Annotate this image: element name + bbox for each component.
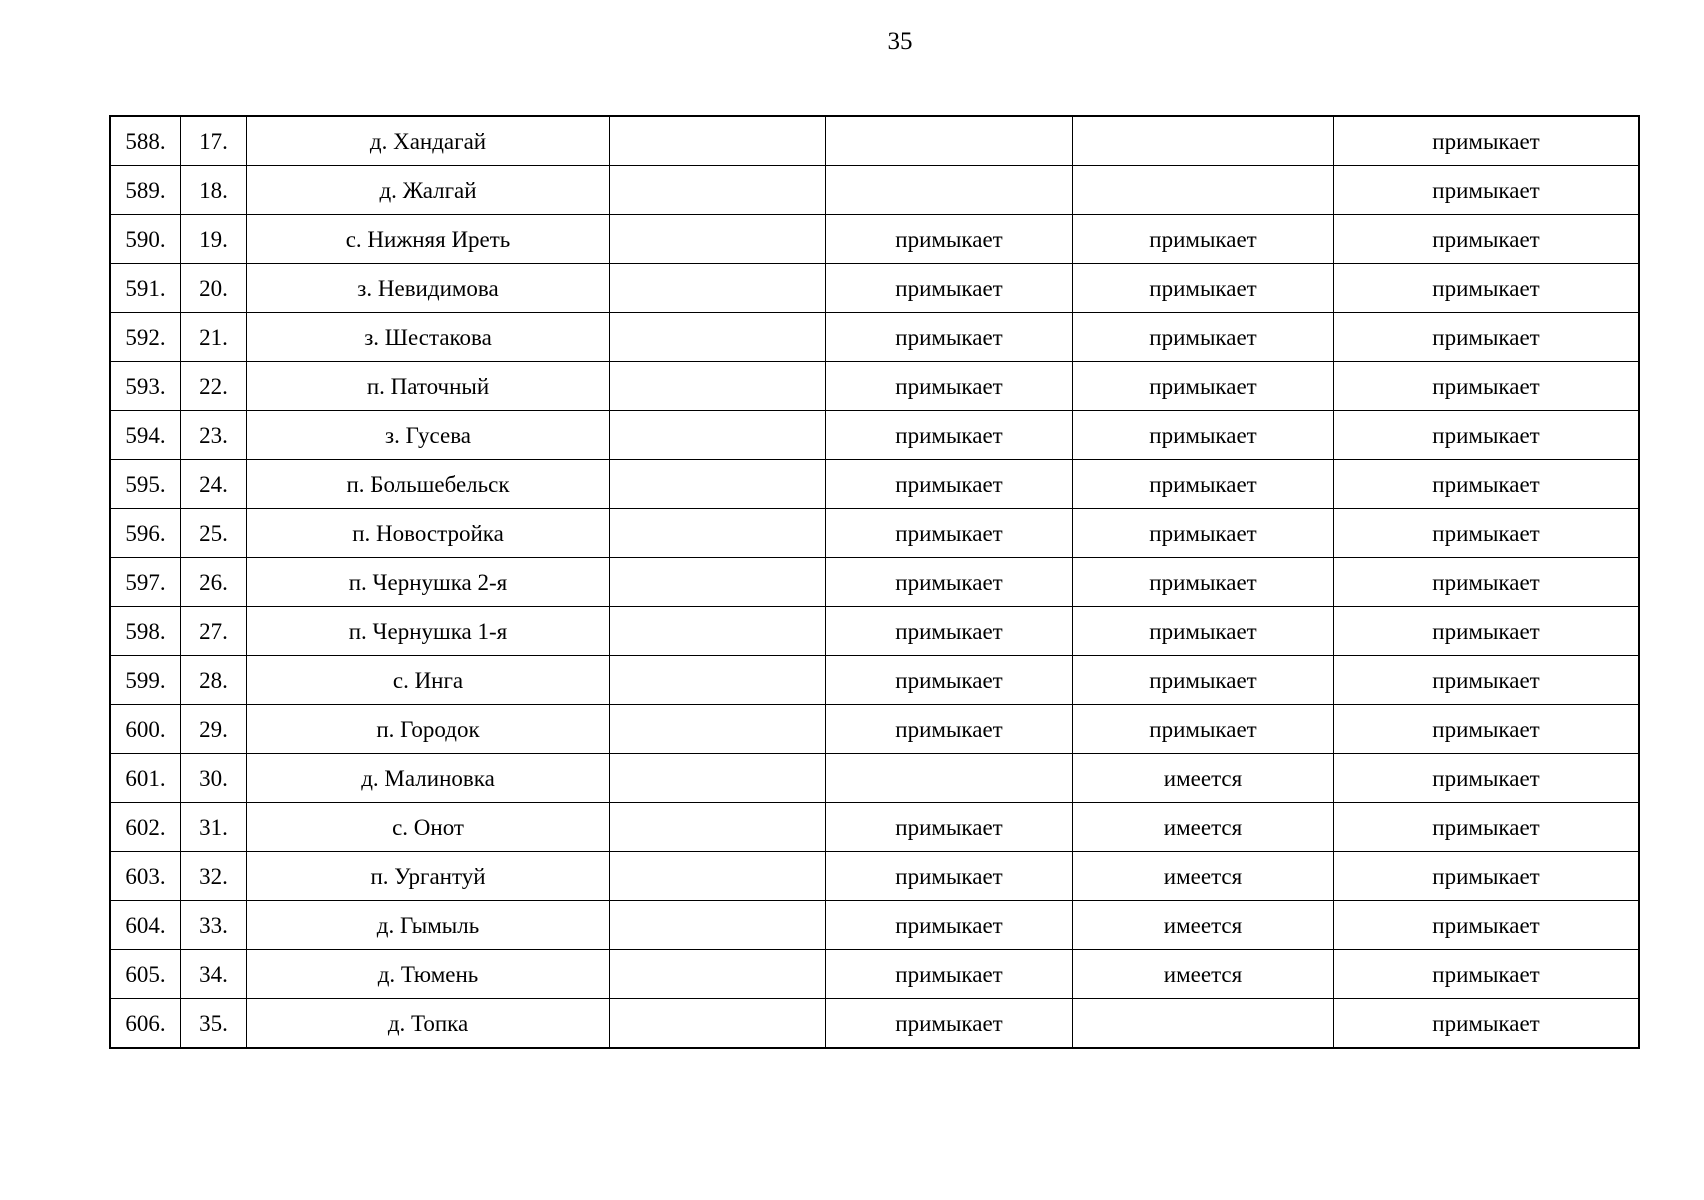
cell-column-7: примыкает — [1334, 558, 1640, 607]
cell-row-number: 603. — [110, 852, 181, 901]
cell-column-6 — [1073, 999, 1334, 1049]
settlements-table — [109, 115, 1640, 1049]
cell-settlement-name: д. Хандагай — [247, 116, 610, 166]
cell-column-6: примыкает — [1073, 264, 1334, 313]
cell-settlement-name: с. Нижняя Иреть — [247, 215, 610, 264]
cell-column-4 — [610, 460, 826, 509]
cell-row-number: 601. — [110, 754, 181, 803]
cell-sub-number: 34. — [181, 950, 247, 999]
cell-column-5: примыкает — [826, 852, 1073, 901]
cell-settlement-name: п. Ургантуй — [247, 852, 610, 901]
cell-column-4 — [610, 362, 826, 411]
cell-column-4 — [610, 264, 826, 313]
table-row — [110, 901, 1639, 950]
cell-column-7: примыкает — [1334, 852, 1640, 901]
cell-column-6: примыкает — [1073, 656, 1334, 705]
cell-column-7: примыкает — [1334, 264, 1640, 313]
cell-settlement-name: з. Гусева — [247, 411, 610, 460]
cell-sub-number: 24. — [181, 460, 247, 509]
cell-column-6: примыкает — [1073, 411, 1334, 460]
cell-column-5: примыкает — [826, 215, 1073, 264]
table-row — [110, 460, 1639, 509]
cell-settlement-name: д. Гымыль — [247, 901, 610, 950]
table-row — [110, 558, 1639, 607]
cell-column-5: примыкает — [826, 558, 1073, 607]
cell-column-7: примыкает — [1334, 215, 1640, 264]
cell-sub-number: 28. — [181, 656, 247, 705]
cell-column-5: примыкает — [826, 950, 1073, 999]
cell-column-5 — [826, 754, 1073, 803]
cell-column-6: примыкает — [1073, 362, 1334, 411]
cell-column-7: примыкает — [1334, 166, 1640, 215]
cell-sub-number: 20. — [181, 264, 247, 313]
cell-sub-number: 18. — [181, 166, 247, 215]
cell-settlement-name: д. Малиновка — [247, 754, 610, 803]
table-row — [110, 166, 1639, 215]
cell-settlement-name: п. Паточный — [247, 362, 610, 411]
table-row — [110, 754, 1639, 803]
table-row — [110, 852, 1639, 901]
cell-sub-number: 35. — [181, 999, 247, 1049]
cell-column-4 — [610, 754, 826, 803]
cell-row-number: 594. — [110, 411, 181, 460]
cell-column-4 — [610, 116, 826, 166]
cell-column-4 — [610, 215, 826, 264]
cell-column-7: примыкает — [1334, 460, 1640, 509]
cell-sub-number: 19. — [181, 215, 247, 264]
cell-column-5: примыкает — [826, 901, 1073, 950]
cell-sub-number: 31. — [181, 803, 247, 852]
cell-sub-number: 21. — [181, 313, 247, 362]
cell-column-6: примыкает — [1073, 460, 1334, 509]
cell-column-6: имеется — [1073, 852, 1334, 901]
cell-sub-number: 25. — [181, 509, 247, 558]
cell-settlement-name: с. Инга — [247, 656, 610, 705]
table-row — [110, 656, 1639, 705]
cell-column-6: имеется — [1073, 901, 1334, 950]
cell-settlement-name: д. Тюмень — [247, 950, 610, 999]
cell-settlement-name: д. Топка — [247, 999, 610, 1049]
cell-column-7: примыкает — [1334, 901, 1640, 950]
table-row — [110, 803, 1639, 852]
cell-settlement-name: с. Онот — [247, 803, 610, 852]
cell-column-4 — [610, 166, 826, 215]
cell-column-6: примыкает — [1073, 607, 1334, 656]
cell-column-6: имеется — [1073, 803, 1334, 852]
cell-column-4 — [610, 313, 826, 362]
cell-row-number: 588. — [110, 116, 181, 166]
cell-sub-number: 29. — [181, 705, 247, 754]
cell-row-number: 595. — [110, 460, 181, 509]
table-row — [110, 607, 1639, 656]
cell-sub-number: 17. — [181, 116, 247, 166]
table-body — [110, 116, 1639, 1048]
cell-column-4 — [610, 852, 826, 901]
cell-column-6: имеется — [1073, 754, 1334, 803]
cell-column-4 — [610, 803, 826, 852]
table-row — [110, 362, 1639, 411]
cell-sub-number: 32. — [181, 852, 247, 901]
cell-sub-number: 22. — [181, 362, 247, 411]
cell-row-number: 590. — [110, 215, 181, 264]
cell-column-5: примыкает — [826, 803, 1073, 852]
cell-row-number: 592. — [110, 313, 181, 362]
table-row — [110, 411, 1639, 460]
cell-settlement-name: п. Чернушка 1-я — [247, 607, 610, 656]
cell-column-6: примыкает — [1073, 313, 1334, 362]
cell-row-number: 596. — [110, 509, 181, 558]
cell-column-5: примыкает — [826, 607, 1073, 656]
cell-column-5: примыкает — [826, 656, 1073, 705]
cell-column-5 — [826, 116, 1073, 166]
cell-column-4 — [610, 509, 826, 558]
cell-column-6: примыкает — [1073, 509, 1334, 558]
cell-column-6: имеется — [1073, 950, 1334, 999]
cell-row-number: 589. — [110, 166, 181, 215]
cell-settlement-name: п. Городок — [247, 705, 610, 754]
cell-column-4 — [610, 950, 826, 999]
cell-column-4 — [610, 656, 826, 705]
cell-column-7: примыкает — [1334, 411, 1640, 460]
cell-row-number: 591. — [110, 264, 181, 313]
cell-column-7: примыкает — [1334, 705, 1640, 754]
cell-column-6 — [1073, 116, 1334, 166]
cell-column-6 — [1073, 166, 1334, 215]
cell-column-4 — [610, 411, 826, 460]
cell-sub-number: 33. — [181, 901, 247, 950]
cell-column-7: примыкает — [1334, 950, 1640, 999]
table-row — [110, 705, 1639, 754]
cell-column-4 — [610, 558, 826, 607]
cell-settlement-name: п. Новостройка — [247, 509, 610, 558]
cell-column-7: примыкает — [1334, 999, 1640, 1049]
table-row — [110, 264, 1639, 313]
page-number: 35 — [887, 28, 913, 55]
cell-column-5: примыкает — [826, 264, 1073, 313]
cell-column-5: примыкает — [826, 460, 1073, 509]
table-row — [110, 215, 1639, 264]
cell-column-4 — [610, 705, 826, 754]
cell-row-number: 598. — [110, 607, 181, 656]
cell-row-number: 593. — [110, 362, 181, 411]
cell-row-number: 599. — [110, 656, 181, 705]
table-row — [110, 999, 1639, 1049]
cell-sub-number: 30. — [181, 754, 247, 803]
cell-sub-number: 26. — [181, 558, 247, 607]
cell-column-5 — [826, 166, 1073, 215]
cell-column-5: примыкает — [826, 313, 1073, 362]
cell-settlement-name: з. Шестакова — [247, 313, 610, 362]
table-row — [110, 509, 1639, 558]
cell-column-7: примыкает — [1334, 656, 1640, 705]
cell-settlement-name: п. Чернушка 2-я — [247, 558, 610, 607]
cell-column-4 — [610, 901, 826, 950]
table-row — [110, 313, 1639, 362]
cell-column-5: примыкает — [826, 362, 1073, 411]
cell-column-7: примыкает — [1334, 362, 1640, 411]
cell-row-number: 606. — [110, 999, 181, 1049]
cell-column-5: примыкает — [826, 411, 1073, 460]
cell-column-6: примыкает — [1073, 705, 1334, 754]
cell-column-7: примыкает — [1334, 509, 1640, 558]
cell-column-7: примыкает — [1334, 803, 1640, 852]
cell-sub-number: 27. — [181, 607, 247, 656]
table-row — [110, 950, 1639, 999]
cell-row-number: 604. — [110, 901, 181, 950]
cell-row-number: 602. — [110, 803, 181, 852]
cell-row-number: 597. — [110, 558, 181, 607]
cell-column-6: примыкает — [1073, 558, 1334, 607]
cell-column-7: примыкает — [1334, 607, 1640, 656]
cell-column-7: примыкает — [1334, 116, 1640, 166]
cell-settlement-name: д. Жалгай — [247, 166, 610, 215]
cell-column-4 — [610, 999, 826, 1049]
cell-column-5: примыкает — [826, 999, 1073, 1049]
cell-row-number: 605. — [110, 950, 181, 999]
cell-row-number: 600. — [110, 705, 181, 754]
cell-settlement-name: п. Большебельск — [247, 460, 610, 509]
cell-column-6: примыкает — [1073, 215, 1334, 264]
cell-column-5: примыкает — [826, 705, 1073, 754]
cell-column-4 — [610, 607, 826, 656]
cell-sub-number: 23. — [181, 411, 247, 460]
cell-column-7: примыкает — [1334, 313, 1640, 362]
cell-column-7: примыкает — [1334, 754, 1640, 803]
cell-settlement-name: з. Невидимова — [247, 264, 610, 313]
table-row — [110, 116, 1639, 166]
cell-column-5: примыкает — [826, 509, 1073, 558]
